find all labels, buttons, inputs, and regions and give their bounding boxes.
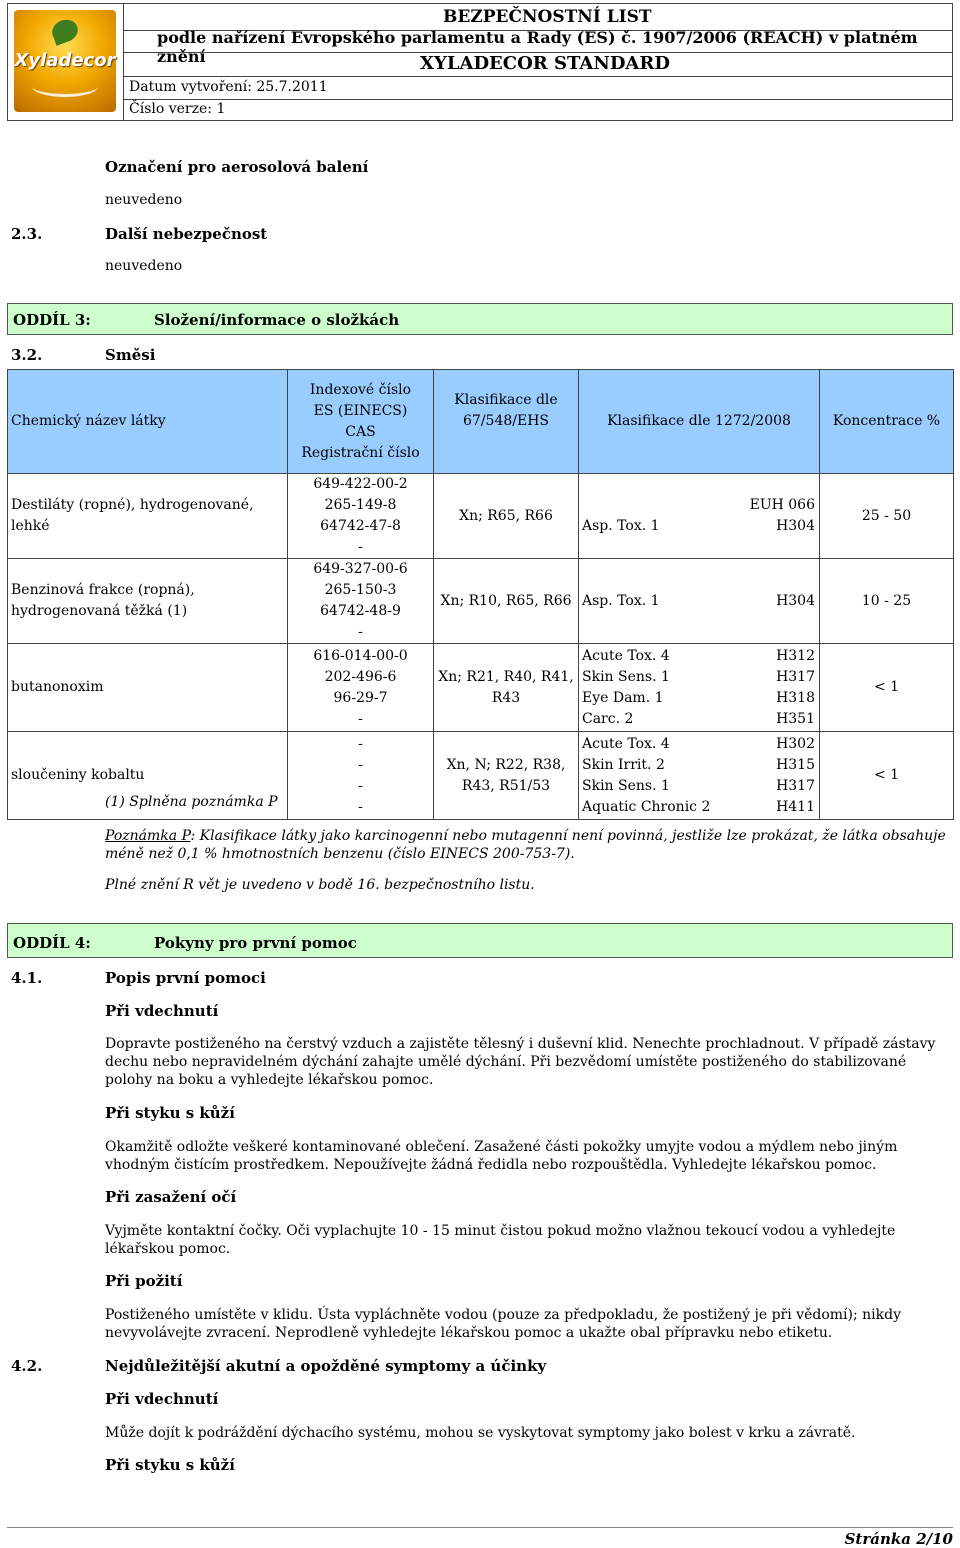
hazard-line bbox=[579, 797, 819, 818]
ingestion-text: Postiženého umístěte v klidu. Ústa vypláchněte vodou (pouze za předpokladu, že postižený je při vědomí); nikdy nevyvolávejte zvracení. Neprodleně vyhledejte lékařskou pomoc a ukažte obal přípravku nebo etiketu. bbox=[105, 1307, 901, 1341]
header-einecs: ES (EINECS) bbox=[313, 402, 408, 419]
symptoms-inhalation-text: Může dojít k podráždění dýchacího systému, mohou se vyskytovat symptomy jako bolest v krku a závratě. bbox=[105, 1425, 856, 1441]
hazard-class: Asp. Tox. 1 bbox=[582, 518, 660, 534]
registration-number: - bbox=[358, 710, 363, 727]
identifiers-cell bbox=[288, 474, 434, 559]
hazard-statement: H411 bbox=[776, 798, 815, 815]
leaf-icon bbox=[49, 16, 81, 46]
hazard-class: Aquatic Chronic 2 bbox=[582, 798, 711, 815]
logo-text: Xyladecor bbox=[14, 50, 116, 71]
dsd-line: R43 bbox=[491, 689, 521, 706]
page-number: Stránka 2/10 bbox=[844, 1530, 953, 1548]
substance-name bbox=[8, 559, 288, 644]
hazard-statement: H304 bbox=[776, 518, 815, 534]
inhalation-text: Dopravte postiženého na čerstvý vzduch a zajistěte tělesný i duševní klid. Nenechte prochladnout. V případě zástavy dechu nebo nepravidelném dýchání zahajte umělé dýchání. Při bezvědomí umístěte postiženého do stabilizované polohy na boku a vyhledejte lékařskou pomoc. bbox=[105, 1036, 936, 1088]
hazard-statement: H317 bbox=[776, 777, 815, 794]
section-number: 4.2. bbox=[11, 1357, 43, 1375]
aerosol-heading: Označení pro aerosolová balení bbox=[105, 158, 369, 176]
table-row bbox=[8, 559, 954, 644]
clp-classification bbox=[579, 474, 820, 559]
hazard-line bbox=[579, 646, 819, 667]
hazard-statement: EUH 066 bbox=[749, 497, 815, 513]
hazard-statement: H312 bbox=[776, 647, 815, 664]
einecs-number: 202-496-6 bbox=[324, 668, 397, 685]
mixtures-heading: Směsi bbox=[105, 346, 156, 364]
dsd-classification bbox=[434, 644, 579, 732]
creation-date: Datum vytvoření: 25.7.2011 bbox=[129, 79, 328, 95]
einecs-number: 265-150-3 bbox=[324, 582, 397, 598]
header-clp: Klasifikace dle 1272/2008 bbox=[579, 370, 820, 474]
section-number: 2.3. bbox=[11, 225, 43, 243]
xyladecor-logo bbox=[14, 10, 116, 112]
header-dsd bbox=[434, 370, 579, 474]
hazard-class: Acute Tox. 4 bbox=[582, 735, 670, 752]
note-p bbox=[105, 827, 953, 863]
aerosol-value: neuvedeno bbox=[105, 192, 183, 208]
einecs-number: - bbox=[358, 756, 363, 773]
header-cas: CAS bbox=[345, 423, 376, 440]
hazard-class: Skin Irrit. 2 bbox=[582, 756, 665, 773]
header-dsd-line: Klasifikace dle bbox=[454, 392, 558, 408]
header-substance-name: Chemický název látky bbox=[8, 370, 288, 474]
hazard-line bbox=[579, 495, 819, 516]
other-hazards-value: neuvedeno bbox=[105, 258, 183, 274]
identifiers-cell bbox=[288, 644, 434, 732]
header-registration: Registrační číslo bbox=[301, 444, 420, 461]
concentration: < 1 bbox=[820, 732, 954, 820]
substance-name: butanonoxim bbox=[8, 644, 288, 732]
identifiers-cell bbox=[288, 732, 434, 820]
header-divider bbox=[123, 99, 952, 100]
dsd-classification: Xn; R10, R65, R66 bbox=[434, 559, 579, 644]
substance-name-line: hydrogenovaná těžká (1) bbox=[11, 603, 188, 619]
ingestion-heading: Při požití bbox=[105, 1272, 183, 1290]
hazard-line bbox=[579, 667, 819, 688]
substance-name: sloučeniny kobaltu bbox=[8, 732, 288, 820]
r-phrases-note: Plné znění R vět je uvedeno v bodě 16. bezpečnostního listu. bbox=[105, 877, 535, 893]
table-row bbox=[8, 474, 954, 559]
registration-number: - bbox=[358, 539, 363, 555]
hazard-class: Carc. 2 bbox=[582, 710, 634, 727]
hazard-class: Eye Dam. 1 bbox=[582, 689, 664, 706]
header-dsd-line: 67/548/EHS bbox=[463, 413, 549, 429]
section-number: 4.1. bbox=[11, 969, 43, 987]
section-number: 3.2. bbox=[11, 346, 43, 364]
concentration: 10 - 25 bbox=[820, 559, 954, 644]
inhalation-heading: Při vdechnutí bbox=[105, 1390, 219, 1408]
eye-heading: Při zasažení očí bbox=[105, 1188, 237, 1206]
skin-text: Okamžitě odložte veškeré kontaminované oblečení. Zasažené části pokožky umyjte vodou a mýdlem nebo jiným vhodným čistícím prostředkem. Nepoužívejte žádná ředidla nebo rozpouštědla. Vyhledejte lékařskou pomoc. bbox=[105, 1139, 898, 1173]
hazard-line bbox=[579, 688, 819, 709]
hazard-class: Acute Tox. 4 bbox=[582, 647, 670, 664]
note-p-label: Poznámka P bbox=[105, 828, 191, 844]
table-header-row bbox=[8, 370, 954, 474]
hazard-line bbox=[579, 709, 819, 730]
section-3-number: ODDÍL 3: bbox=[13, 311, 91, 329]
hazard-statement: H302 bbox=[776, 735, 815, 752]
section-4-title: Pokyny pro první pomoc bbox=[154, 934, 357, 952]
note-fulfilled: (1) Splněna poznámka P bbox=[105, 794, 278, 810]
dsd-classification: Xn; R65, R66 bbox=[434, 474, 579, 559]
product-name: XYLADECOR STANDARD bbox=[420, 53, 670, 74]
clp-classification bbox=[579, 559, 820, 644]
registration-number: - bbox=[358, 798, 363, 815]
hazard-line bbox=[579, 734, 819, 755]
cas-number: - bbox=[358, 777, 363, 794]
composition-table bbox=[7, 369, 954, 820]
eye-text: Vyjměte kontaktní čočky. Oči vyplachujte 10 - 15 minut čistou pokud možno vlažnou tekoucí vodou a vyhledejte lékařskou pomoc. bbox=[105, 1223, 896, 1257]
hazard-line bbox=[579, 516, 819, 537]
header-concentration: Koncentrace % bbox=[820, 370, 954, 474]
index-number: - bbox=[358, 735, 363, 752]
hazard-class: Skin Sens. 1 bbox=[582, 777, 670, 794]
other-hazards-heading: Další nebezpečnost bbox=[105, 225, 268, 243]
cas-number: 64742-48-9 bbox=[320, 603, 401, 619]
header-divider bbox=[123, 76, 952, 77]
substance-name: Destiláty (ropné), hydrogenované, lehké bbox=[8, 474, 288, 559]
version-number: Číslo verze: 1 bbox=[129, 101, 226, 117]
identifiers-cell bbox=[288, 559, 434, 644]
first-aid-heading: Popis první pomoci bbox=[105, 969, 266, 987]
section-3-bar bbox=[7, 303, 953, 335]
header-index-number: Indexové číslo bbox=[309, 381, 412, 398]
substance-name-line: Benzinová frakce (ropná), bbox=[11, 582, 195, 598]
index-number: 649-327-00-6 bbox=[313, 561, 408, 577]
hazard-class: Skin Sens. 1 bbox=[582, 668, 670, 685]
document-title: BEZPEČNOSTNÍ LIST bbox=[443, 7, 652, 27]
table-row bbox=[8, 644, 954, 732]
section-3-title: Složení/informace o složkách bbox=[154, 311, 400, 329]
document-header bbox=[7, 3, 953, 121]
skin-heading: Při styku s kůží bbox=[105, 1456, 235, 1474]
dsd-line: Xn; R21, R40, R41, bbox=[438, 668, 574, 685]
hazard-statement: H351 bbox=[776, 710, 815, 727]
hazard-statement: H304 bbox=[776, 592, 815, 609]
cas-number: 64742-47-8 bbox=[320, 518, 401, 534]
hazard-statement: H315 bbox=[776, 756, 815, 773]
header-identifiers bbox=[288, 370, 434, 474]
section-4-number: ODDÍL 4: bbox=[13, 934, 91, 952]
hazard-line bbox=[579, 591, 819, 612]
concentration: < 1 bbox=[820, 644, 954, 732]
logo-cell bbox=[8, 4, 124, 120]
clp-classification bbox=[579, 732, 820, 820]
dsd-line: Xn, N; R22, R38, bbox=[446, 756, 566, 773]
inhalation-heading: Při vdechnutí bbox=[105, 1002, 219, 1020]
cas-number: 96-29-7 bbox=[333, 689, 388, 706]
registration-number: - bbox=[358, 624, 363, 640]
symptoms-heading: Nejdůležitější akutní a opožděné symptomy a účinky bbox=[105, 1357, 547, 1375]
note-p-text: : Klasifikace látky jako karcinogenní nebo mutagenní není povinná, jestliže lze prokázat, že látka obsahuje méně než 0,1 % hmotnostních benzenu (číslo EINECS 200-753-7). bbox=[105, 828, 946, 862]
skin-heading: Při styku s kůží bbox=[105, 1104, 235, 1122]
index-number: 616-014-00-0 bbox=[313, 647, 408, 664]
clp-classification bbox=[579, 644, 820, 732]
dsd-classification bbox=[434, 732, 579, 820]
hazard-statement: H317 bbox=[776, 668, 815, 685]
concentration: 25 - 50 bbox=[820, 474, 954, 559]
logo-swoosh bbox=[32, 76, 98, 97]
hazard-line bbox=[579, 755, 819, 776]
section-4-bar bbox=[7, 923, 953, 958]
footer-rule bbox=[7, 1527, 953, 1528]
hazard-statement: H318 bbox=[776, 689, 815, 706]
index-number: 649-422-00-2 bbox=[313, 476, 408, 492]
hazard-class: Asp. Tox. 1 bbox=[582, 592, 660, 609]
hazard-line bbox=[579, 776, 819, 797]
einecs-number: 265-149-8 bbox=[324, 497, 397, 513]
regulation-line: podle nařízení Evropského parlamentu a Rady (ES) č. 1907/2006 (REACH) v platném znění bbox=[157, 28, 918, 66]
dsd-line: R43, R51/53 bbox=[461, 777, 551, 794]
